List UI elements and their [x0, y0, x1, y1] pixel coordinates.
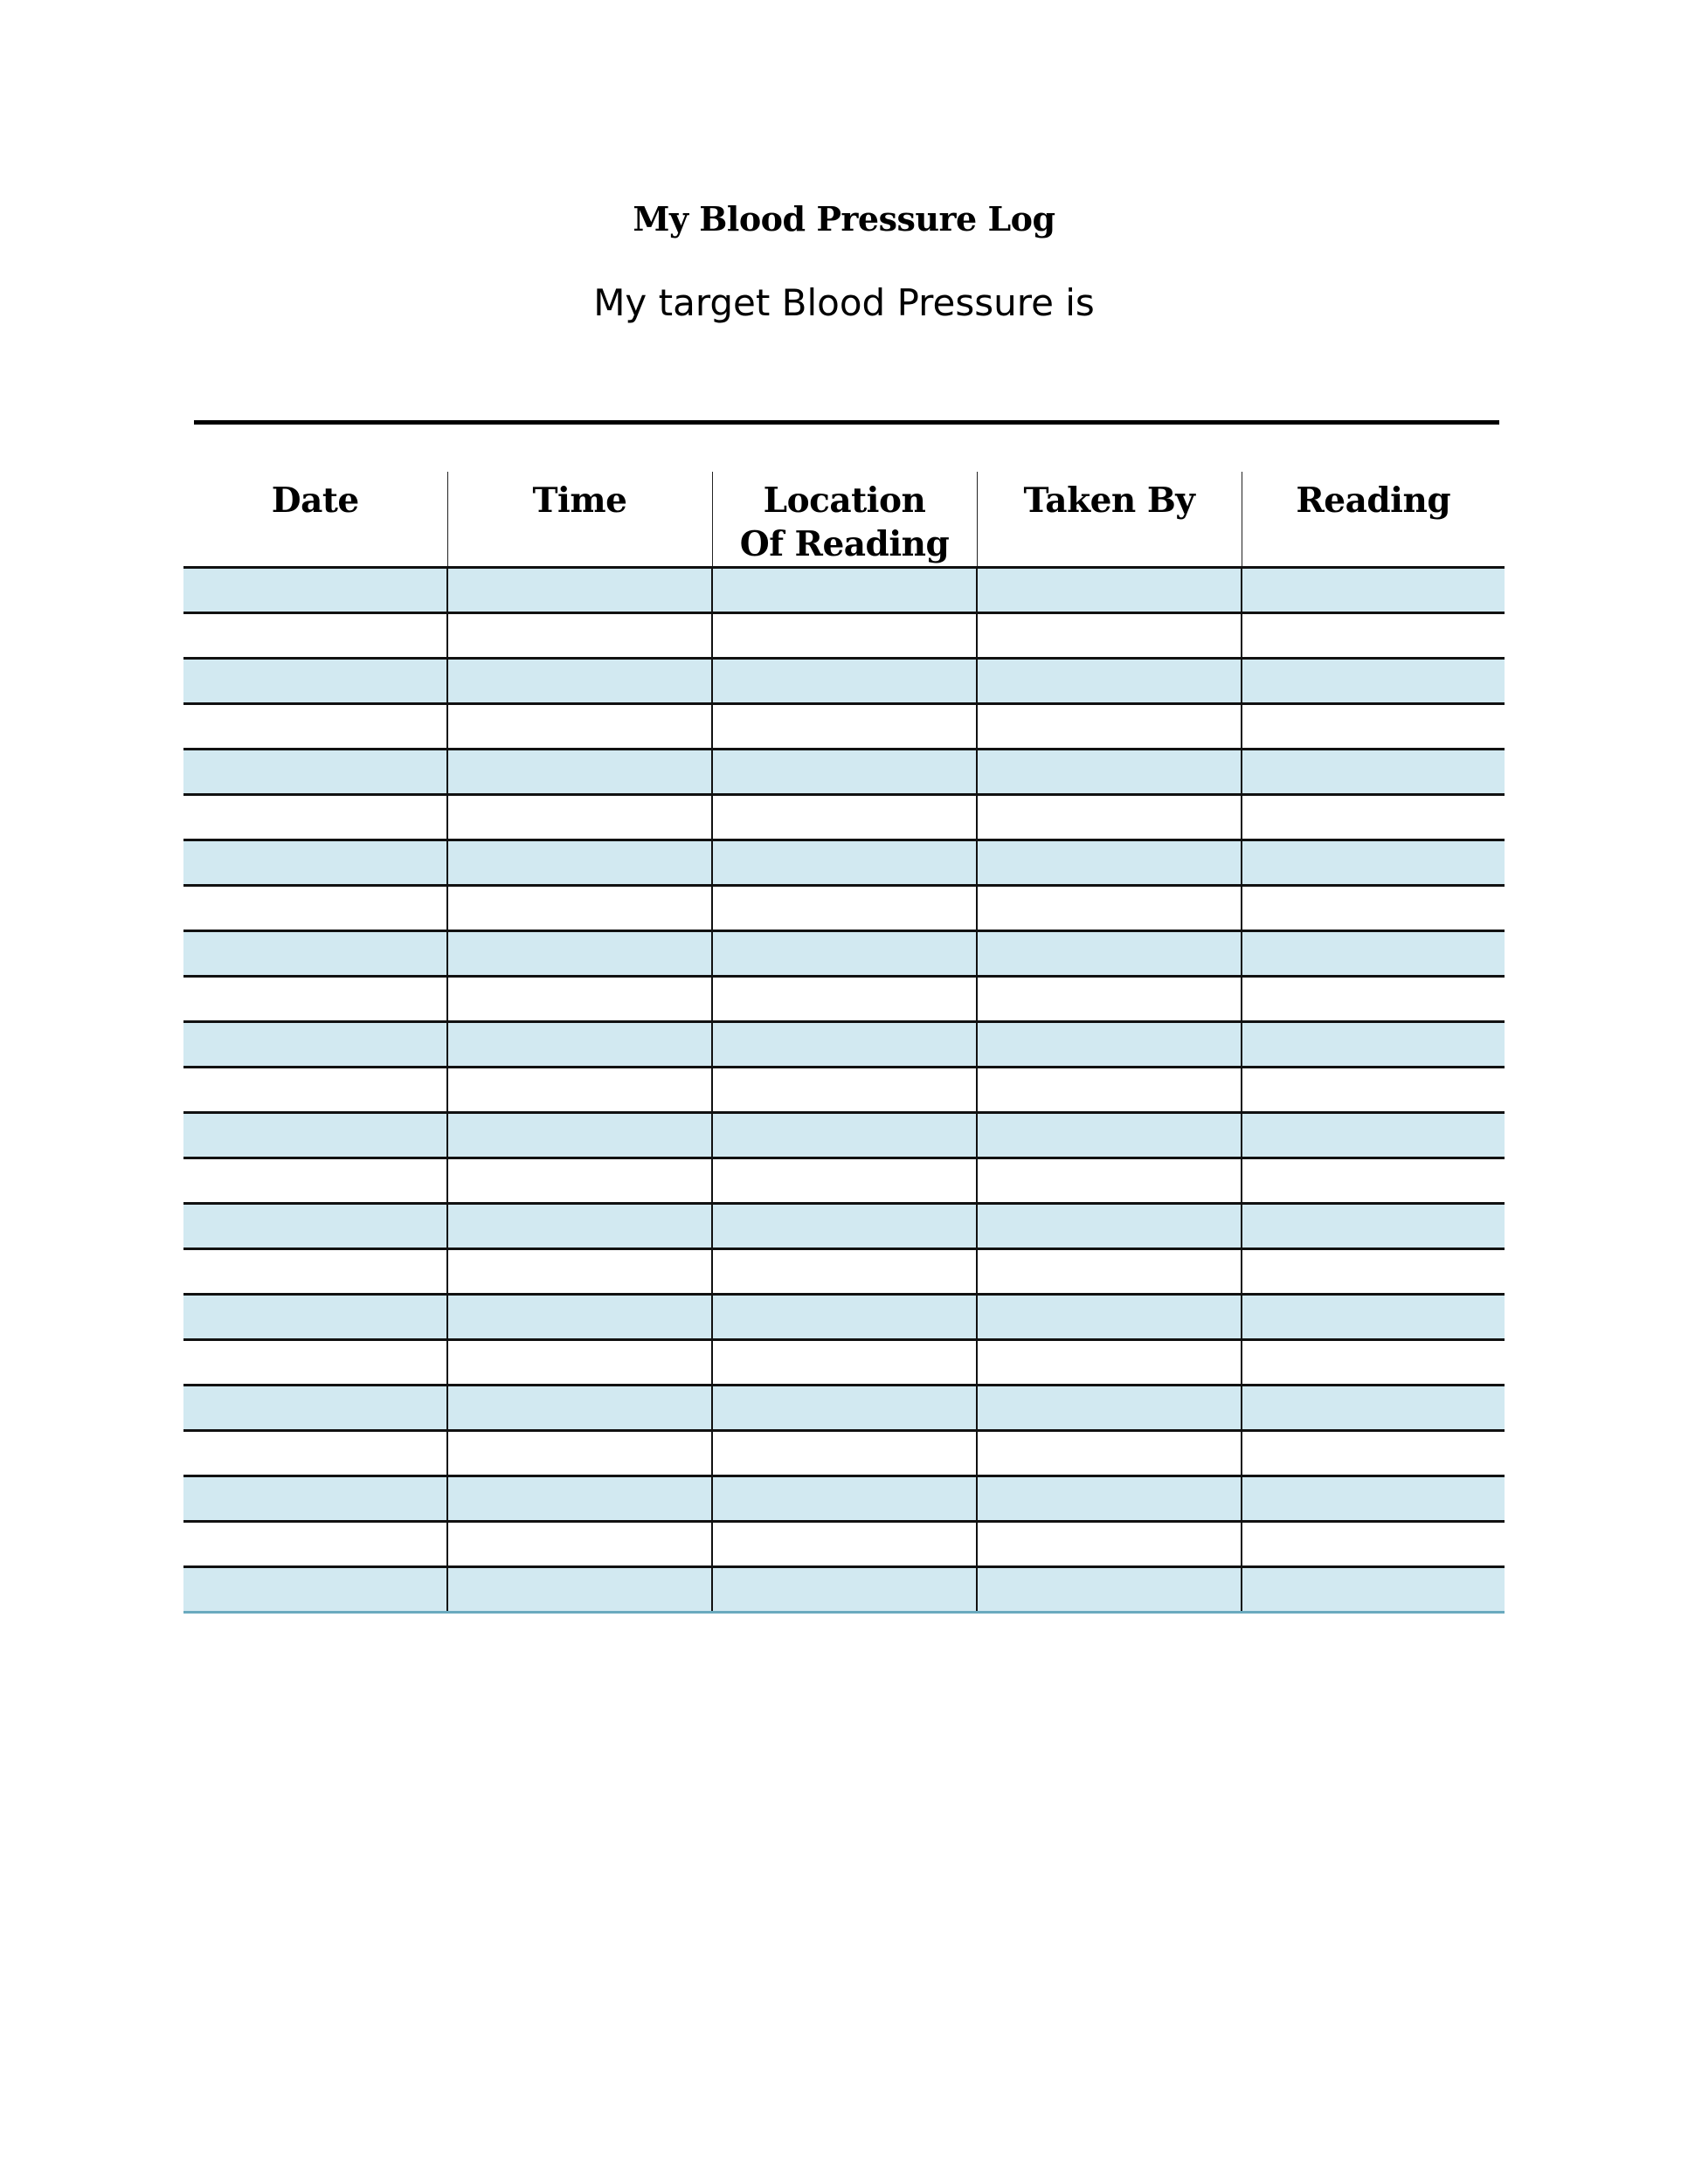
cell-date[interactable] — [183, 1158, 447, 1204]
table-row — [183, 1476, 1505, 1522]
cell-date[interactable] — [183, 1431, 447, 1476]
cell-time[interactable] — [447, 1113, 712, 1158]
cell-location[interactable] — [712, 886, 977, 931]
cell-time[interactable] — [447, 840, 712, 886]
table-row — [183, 613, 1505, 659]
cell-taken-by[interactable] — [977, 1476, 1242, 1522]
cell-date[interactable] — [183, 750, 447, 795]
cell-taken-by[interactable] — [977, 1204, 1242, 1249]
cell-location[interactable] — [712, 1113, 977, 1158]
cell-reading[interactable] — [1242, 750, 1505, 795]
cell-reading[interactable] — [1242, 1476, 1505, 1522]
cell-location[interactable] — [712, 1295, 977, 1340]
table-row — [183, 1295, 1505, 1340]
cell-taken-by[interactable] — [977, 704, 1242, 750]
cell-location[interactable] — [712, 1204, 977, 1249]
cell-taken-by[interactable] — [977, 1113, 1242, 1158]
cell-reading[interactable] — [1242, 1022, 1505, 1068]
table-row — [183, 1522, 1505, 1567]
cell-date[interactable] — [183, 1204, 447, 1249]
cell-reading[interactable] — [1242, 1567, 1505, 1613]
cell-taken-by[interactable] — [977, 1295, 1242, 1340]
cell-date[interactable] — [183, 613, 447, 659]
table-row — [183, 1022, 1505, 1068]
cell-time[interactable] — [447, 1249, 712, 1295]
cell-location[interactable] — [712, 613, 977, 659]
cell-reading[interactable] — [1242, 1204, 1505, 1249]
cell-location[interactable] — [712, 1386, 977, 1431]
cell-time[interactable] — [447, 931, 712, 977]
cell-date[interactable] — [183, 1567, 447, 1613]
cell-time[interactable] — [447, 1158, 712, 1204]
cell-reading[interactable] — [1242, 1431, 1505, 1476]
cell-reading[interactable] — [1242, 1386, 1505, 1431]
cell-time[interactable] — [447, 659, 712, 704]
cell-taken-by[interactable] — [977, 1249, 1242, 1295]
table-row — [183, 1113, 1505, 1158]
table-header-row — [183, 472, 1505, 568]
cell-taken-by[interactable] — [977, 1022, 1242, 1068]
column-header-location: Location Of Reading — [712, 472, 977, 568]
cell-date[interactable] — [183, 1295, 447, 1340]
cell-date[interactable] — [183, 1386, 447, 1431]
table-body — [183, 568, 1505, 1613]
cell-taken-by[interactable] — [977, 1431, 1242, 1476]
table-row — [183, 704, 1505, 750]
cell-taken-by[interactable] — [977, 1522, 1242, 1567]
cell-reading[interactable] — [1242, 931, 1505, 977]
cell-date[interactable] — [183, 1522, 447, 1567]
cell-time[interactable] — [447, 1022, 712, 1068]
table-row — [183, 568, 1505, 613]
cell-reading[interactable] — [1242, 886, 1505, 931]
cell-date[interactable] — [183, 977, 447, 1022]
cell-location[interactable] — [712, 1249, 977, 1295]
table-row — [183, 1386, 1505, 1431]
cell-location[interactable] — [712, 1522, 977, 1567]
cell-location[interactable] — [712, 750, 977, 795]
cell-reading[interactable] — [1242, 1522, 1505, 1567]
cell-time[interactable] — [447, 1068, 712, 1113]
cell-reading[interactable] — [1242, 1249, 1505, 1295]
cell-time[interactable] — [447, 1567, 712, 1613]
cell-location[interactable] — [712, 1158, 977, 1204]
table-row — [183, 1567, 1505, 1613]
cell-taken-by[interactable] — [977, 1567, 1242, 1613]
cell-location[interactable] — [712, 1022, 977, 1068]
column-header-time: Time — [447, 472, 712, 568]
cell-time[interactable] — [447, 1476, 712, 1522]
cell-date[interactable] — [183, 704, 447, 750]
cell-reading[interactable] — [1242, 1113, 1505, 1158]
cell-reading[interactable] — [1242, 840, 1505, 886]
cell-time[interactable] — [447, 1431, 712, 1476]
cell-taken-by[interactable] — [977, 931, 1242, 977]
cell-reading[interactable] — [1242, 795, 1505, 840]
cell-date[interactable] — [183, 1068, 447, 1113]
cell-reading[interactable] — [1242, 977, 1505, 1022]
cell-date[interactable] — [183, 1022, 447, 1068]
cell-date[interactable] — [183, 840, 447, 886]
cell-taken-by[interactable] — [977, 977, 1242, 1022]
cell-time[interactable] — [447, 704, 712, 750]
cell-location[interactable] — [712, 840, 977, 886]
cell-time[interactable] — [447, 1204, 712, 1249]
cell-date[interactable] — [183, 795, 447, 840]
cell-location[interactable] — [712, 659, 977, 704]
cell-reading[interactable] — [1242, 568, 1505, 613]
cell-taken-by[interactable] — [977, 795, 1242, 840]
table-row — [183, 1340, 1505, 1386]
table-row — [183, 1158, 1505, 1204]
cell-date[interactable] — [183, 659, 447, 704]
cell-taken-by[interactable] — [977, 886, 1242, 931]
cell-reading[interactable] — [1242, 613, 1505, 659]
target-bp-blank-line[interactable] — [194, 420, 1499, 425]
cell-taken-by[interactable] — [977, 568, 1242, 613]
cell-location[interactable] — [712, 931, 977, 977]
cell-location[interactable] — [712, 1431, 977, 1476]
cell-taken-by[interactable] — [977, 1068, 1242, 1113]
cell-time[interactable] — [447, 977, 712, 1022]
cell-time[interactable] — [447, 795, 712, 840]
table-row — [183, 750, 1505, 795]
cell-date[interactable] — [183, 1476, 447, 1522]
cell-date[interactable] — [183, 568, 447, 613]
cell-time[interactable] — [447, 613, 712, 659]
cell-date[interactable] — [183, 1113, 447, 1158]
table-row — [183, 1204, 1505, 1249]
cell-location[interactable] — [712, 704, 977, 750]
cell-date[interactable] — [183, 1340, 447, 1386]
cell-reading[interactable] — [1242, 704, 1505, 750]
column-header-taken-by: Taken By — [977, 472, 1242, 568]
cell-taken-by[interactable] — [977, 1340, 1242, 1386]
cell-date[interactable] — [183, 1249, 447, 1295]
cell-time[interactable] — [447, 1386, 712, 1431]
cell-reading[interactable] — [1242, 1295, 1505, 1340]
cell-taken-by[interactable] — [977, 750, 1242, 795]
table-row — [183, 886, 1505, 931]
cell-location[interactable] — [712, 1476, 977, 1522]
cell-taken-by[interactable] — [977, 1158, 1242, 1204]
cell-location[interactable] — [712, 568, 977, 613]
cell-time[interactable] — [447, 1522, 712, 1567]
cell-taken-by[interactable] — [977, 840, 1242, 886]
cell-time[interactable] — [447, 1295, 712, 1340]
cell-reading[interactable] — [1242, 1340, 1505, 1386]
cell-time[interactable] — [447, 1340, 712, 1386]
cell-location[interactable] — [712, 1567, 977, 1613]
cell-location[interactable] — [712, 977, 977, 1022]
page-title: My Blood Pressure Log — [633, 199, 1055, 238]
cell-location[interactable] — [712, 1340, 977, 1386]
cell-reading[interactable] — [1242, 1158, 1505, 1204]
blood-pressure-log-table — [183, 472, 1505, 1614]
cell-taken-by[interactable] — [977, 1386, 1242, 1431]
cell-taken-by[interactable] — [977, 659, 1242, 704]
table-row — [183, 840, 1505, 886]
table-row — [183, 659, 1505, 704]
cell-taken-by[interactable] — [977, 613, 1242, 659]
cell-time[interactable] — [447, 750, 712, 795]
table-row — [183, 1068, 1505, 1113]
table-row — [183, 1431, 1505, 1476]
column-header-date: Date — [183, 472, 447, 568]
cell-location[interactable] — [712, 795, 977, 840]
cell-date[interactable] — [183, 886, 447, 931]
column-header-reading: Reading — [1242, 472, 1505, 568]
target-bp-label: My target Blood Pressure is — [593, 281, 1095, 324]
table-row — [183, 931, 1505, 977]
cell-date[interactable] — [183, 931, 447, 977]
cell-reading[interactable] — [1242, 1068, 1505, 1113]
cell-location[interactable] — [712, 1068, 977, 1113]
cell-time[interactable] — [447, 886, 712, 931]
table-row — [183, 795, 1505, 840]
cell-reading[interactable] — [1242, 659, 1505, 704]
cell-time[interactable] — [447, 568, 712, 613]
table-row — [183, 1249, 1505, 1295]
table-row — [183, 977, 1505, 1022]
